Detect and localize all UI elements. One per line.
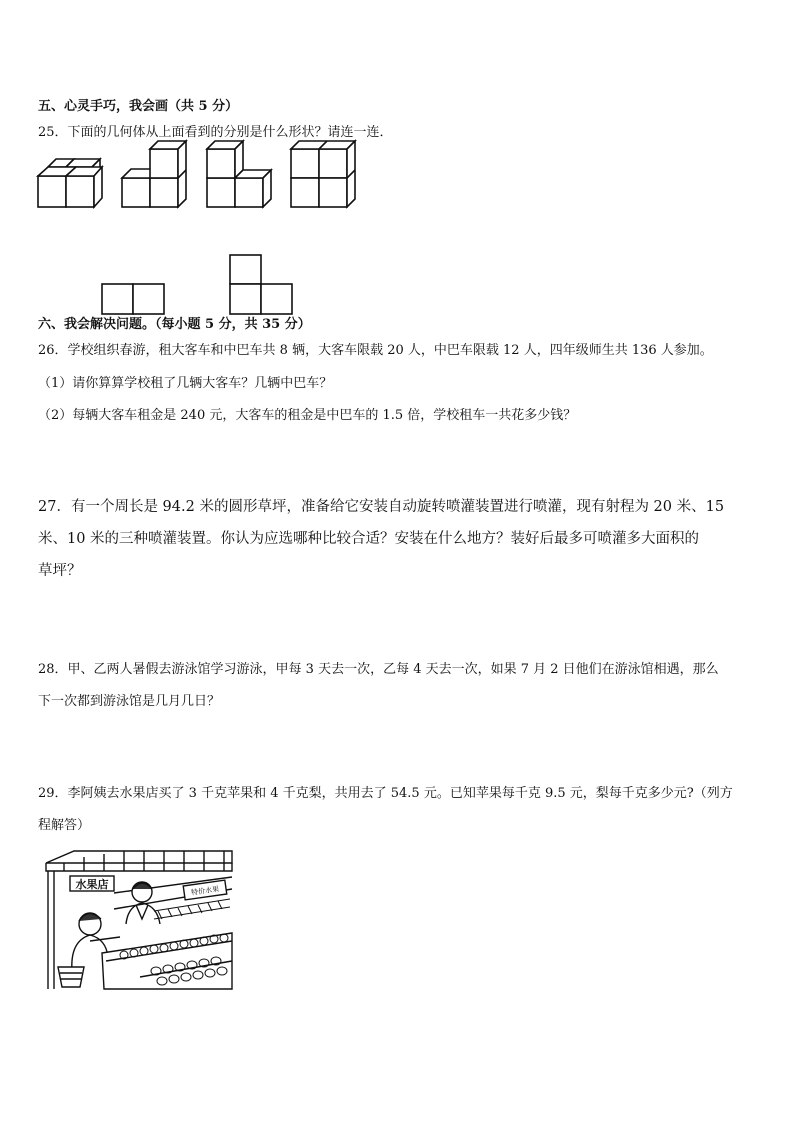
question-26-part-2: （2）每辆大客车租金是 240 元，大客车的租金是中巴车的 1.5 倍，学校租车一共花多少钱？ <box>38 408 577 423</box>
question-25: 25．下面的几何体从上面看到的分别是什么形状？请连一连． <box>38 125 393 140</box>
question-28 <box>38 654 719 718</box>
section-5-heading: 五、心灵手巧，我会画（共 5 分） <box>38 99 239 114</box>
question-26: 26．学校组织春游，租大客车和中巴车共 8 辆，大客车限载 20 人，中巴车限载 12 人，四年级师生共 136 人参加。 <box>38 343 713 358</box>
top-view-shapes <box>100 254 300 316</box>
cube-solids-figure <box>36 145 366 215</box>
banner-text: 特价水果 <box>190 885 220 897</box>
fruit-shop-illustration <box>44 849 234 994</box>
solid-1 <box>38 159 102 207</box>
question-27-line-1: 27．有一个周长是 94.2 米的圆形草坪，准备给它安装自动旋转喷灌装置进行喷灌，现有射程为 20 米、15 <box>38 499 725 515</box>
section-6-heading: 六、我会解决问题。（每小题 5 分，共 35 分） <box>38 317 311 332</box>
question-27 <box>38 491 724 587</box>
top-view-l-shape <box>230 255 292 314</box>
question-27-line-3: 草坪？ <box>38 563 82 579</box>
solid-2 <box>122 141 186 207</box>
shop-sign-text: 水果店 <box>75 878 109 891</box>
solid-4 <box>291 141 355 207</box>
question-29 <box>38 778 733 842</box>
question-29-line-2: 程解答） <box>38 818 91 833</box>
question-26-part-1: （1）请你算算学校租了几辆大客车？几辆中巴车？ <box>38 376 333 391</box>
question-29-line-1: 29．李阿姨去水果店买了 3 千克苹果和 4 千克梨，共用去了 54.5 元。已知苹果每千克 9.5 元，梨每千克多少元?（列方 <box>38 786 733 801</box>
question-28-line-2: 下一次都到游泳馆是几月几日？ <box>38 694 221 709</box>
top-view-two-squares <box>102 284 164 314</box>
question-27-line-2: 米、10 米的三种喷灌装置。你认为应选哪种比较合适？安装在什么地方？装好后最多可喷灌多大面积的 <box>38 531 700 547</box>
question-28-line-1: 28．甲、乙两人暑假去游泳馆学习游泳，甲每 3 天去一次，乙每 4 天去一次，如果 7 月 2 日他们在游泳馆相遇，那么 <box>38 662 719 677</box>
solid-3 <box>207 141 271 207</box>
